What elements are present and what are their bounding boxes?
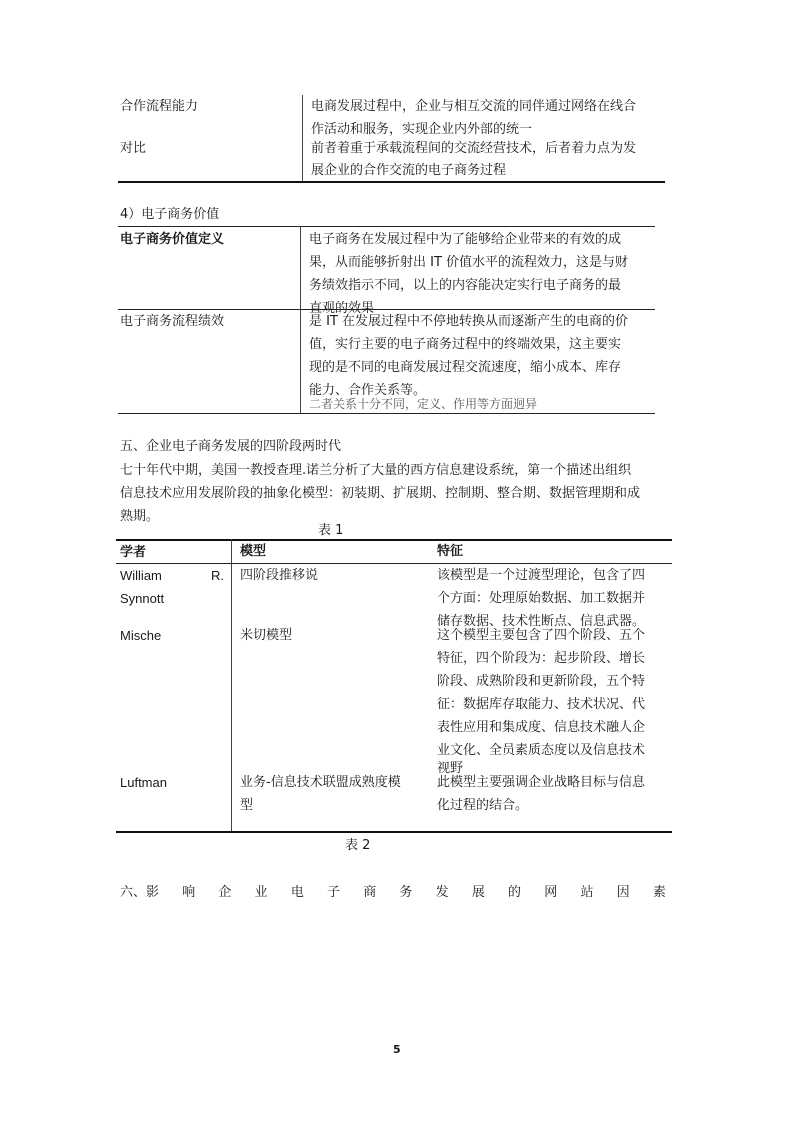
section4-row2-label: 电子商务流程绩效 <box>120 314 225 329</box>
table-a-row1-line2: 作活动和服务，实现企业内外部的统一 <box>311 122 533 137</box>
section4-row2-line1: 是 IT 在发展过程中不停地转换从而逐渐产生的电商的价 <box>309 314 629 329</box>
section6-char: 电 <box>290 885 304 900</box>
table1-row3-model-line1: 业务-信息技术联盟成熟度模 <box>240 775 401 790</box>
table1-row1-feature-line2: 个方面：处理原始数据、加工数据并 <box>437 591 646 606</box>
table-a-row2-label: 对比 <box>120 141 147 156</box>
table2-caption: 表 2 <box>345 838 371 853</box>
table1-row2-feature-line2: 特征，四个阶段为：起步阶段、增长 <box>437 651 646 666</box>
section6-char: 响 <box>182 885 196 900</box>
section6-char: 网 <box>544 885 558 900</box>
table1-row2-feature-line4: 征：数据库存取能力、技术状况、代 <box>437 697 646 712</box>
table1-row2-scholar: Mische <box>120 628 162 643</box>
table1-top-rule <box>116 539 672 541</box>
table1-header-feature: 特征 <box>437 544 464 559</box>
table-a-bottom-rule <box>118 181 665 183</box>
section6-char: 务 <box>399 885 413 900</box>
section5-para-line1: 七十年代中期，美国一教授查理.诺兰分析了大量的西方信息建设系统，第一个描述出组织 <box>120 463 632 478</box>
table1-header-scholar: 学者 <box>120 544 147 559</box>
table-a-divider <box>302 95 303 181</box>
table1-row2-feature-line1: 这个模型主要包含了四个阶段、五个 <box>437 628 646 643</box>
section6-char: 因 <box>616 885 630 900</box>
section6-char: 素 <box>652 885 666 900</box>
section5-heading: 五、企业电子商务发展的四阶段两时代 <box>120 439 342 454</box>
table1-row1-scholar-line2: Synnott <box>120 591 165 606</box>
section4-row1-line1: 电子商务在发展过程中为了能够给企业带来的有效的成 <box>309 232 622 247</box>
table1-header-model: 模型 <box>240 544 267 559</box>
section5-para-line2: 信息技术应用发展阶段的抽象化模型：初装期、扩展期、控制期、整合期、数据管理期和成 <box>120 486 641 501</box>
table1-row2-feature-line6: 业文化、全员素质态度以及信息技术 <box>437 743 646 758</box>
section4-row2-line3: 现的是不同的电商发展过程交流速度，缩小成本、库存 <box>309 360 622 375</box>
section6-char: 展 <box>471 885 485 900</box>
section4-table-divider <box>300 226 301 413</box>
section6-char: 商 <box>363 885 377 900</box>
table1-row1-scholar-initial: R. <box>211 568 224 583</box>
table1-row2-feature-line3: 阶段、成熟阶段和更新阶段，五个特 <box>437 674 646 689</box>
section4-row2-line2: 值，实行主要的电子商务过程中的终端效果，这主要实 <box>309 337 622 352</box>
section4-row1-line2: 果，从而能够折射出 IT 价值水平的流程效力，这是与财 <box>309 255 629 270</box>
section6-heading <box>120 881 666 905</box>
table-a-row1-line1: 电商发展过程中，企业与相互交流的同伴通过网络在线合 <box>311 99 637 114</box>
section4-row2-note: 二者关系十分不同，定义、作用等方面迥异 <box>309 397 538 411</box>
table1-row3-model-line2: 型 <box>240 798 254 813</box>
table1-row1-feature-line1: 该模型是一个过渡型理论，包含了四 <box>437 568 646 583</box>
table1-row3-feature-line2: 化过程的结合。 <box>437 798 529 813</box>
table1-row1-scholar-line1 <box>120 564 224 588</box>
table-a-row1-label: 合作流程能力 <box>120 99 199 114</box>
table1-row1-model: 四阶段推移说 <box>240 568 319 583</box>
table1-row3-scholar: Luftman <box>120 775 167 790</box>
section5-para-line3: 熟期。 <box>120 509 160 524</box>
table1-caption: 表 1 <box>318 523 344 538</box>
table1-row2-feature-line5: 表性应用和集成度、信息技术融人企 <box>437 720 646 735</box>
section6-char: 业 <box>254 885 268 900</box>
section4-row1-line3: 务绩效指示不同，以上的内容能决定实行电子商务的最 <box>309 278 622 293</box>
page-number: 5 <box>393 1043 401 1056</box>
table1-row2-model: 米切模型 <box>240 628 293 643</box>
table1-col-divider <box>231 539 232 832</box>
table1-row3-feature-line1: 此模型主要强调企业战略目标与信息 <box>437 775 646 790</box>
section6-char: 六、影 <box>120 885 160 900</box>
section6-char: 的 <box>508 885 522 900</box>
section6-char: 子 <box>327 885 341 900</box>
section6-char: 站 <box>580 885 594 900</box>
table1-row1-scholar-first: William <box>120 568 162 583</box>
section6-char: 企 <box>218 885 232 900</box>
table1-row1-feature-line3: 储存数据、技术性断点、信息武器。 <box>437 614 646 629</box>
table1-bottom-rule <box>116 831 672 833</box>
section4-row1-label: 电子商务价值定义 <box>120 232 225 247</box>
table1-row2-feature-line7: 视野 <box>437 761 464 776</box>
section4-heading: 4）电子商务价值 <box>120 207 220 222</box>
table-a-row2-line1: 前者着重于承载流程间的交流经营技术，后者着力点为发 <box>311 141 637 156</box>
section4-table-top-rule <box>118 226 655 227</box>
section4-row2-line4: 能力、合作关系等。 <box>309 383 427 398</box>
table-a-row2-line2: 展企业的合作交流的电子商务过程 <box>311 163 507 178</box>
section4-table-bottom-rule <box>118 413 655 414</box>
section6-char: 发 <box>435 885 449 900</box>
section4-row1-line4: 直观的效果 <box>309 301 375 316</box>
